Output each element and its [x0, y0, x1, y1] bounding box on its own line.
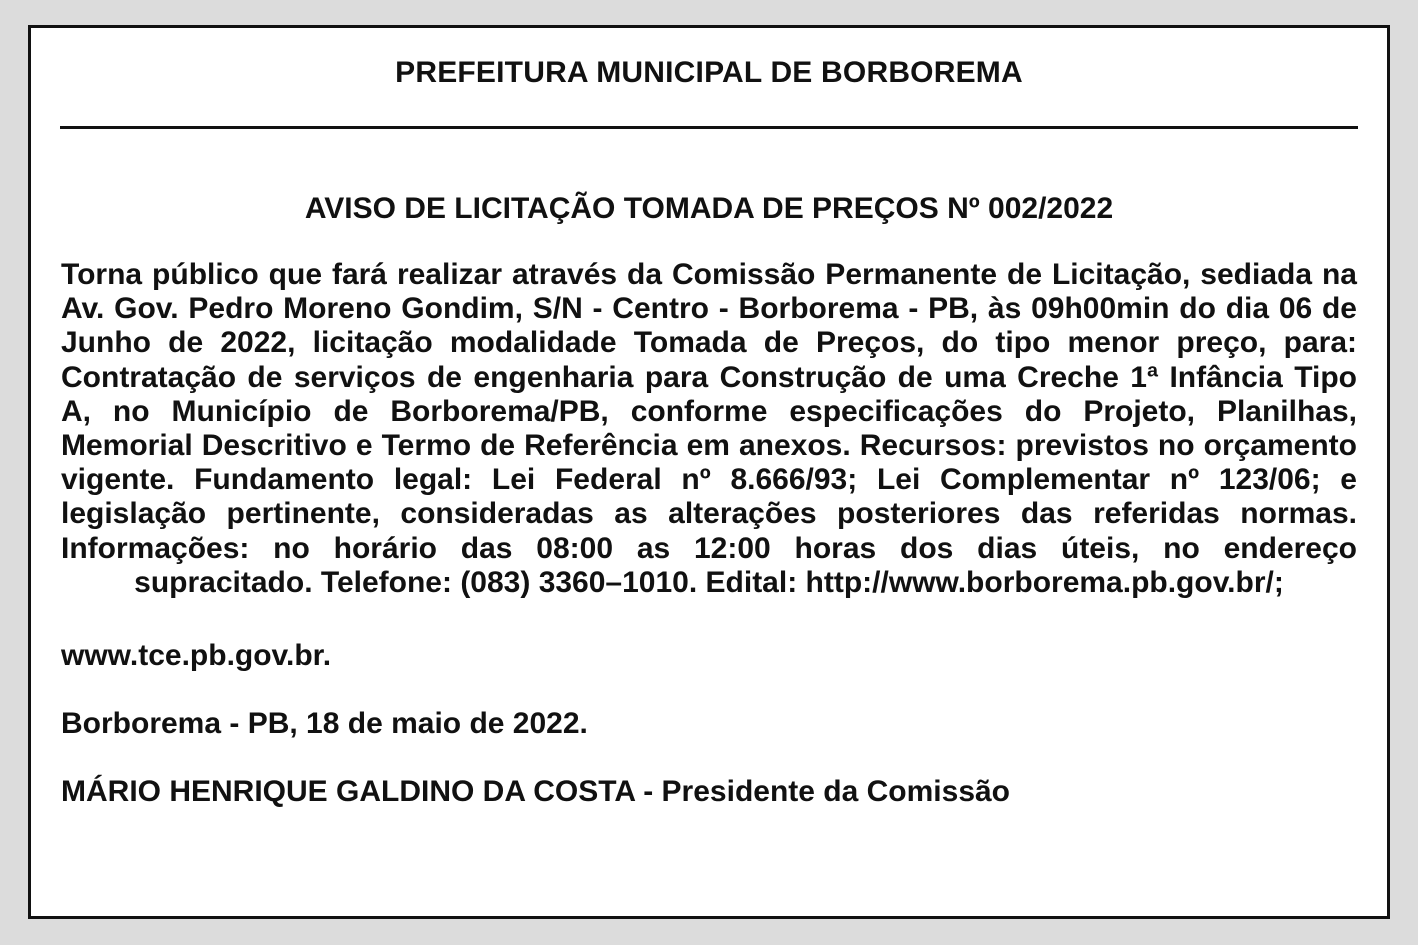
notice-body: Torna público que fará realizar através da Comissão Permanente de Licitação, sediada na Av. Gov. Pedro Moreno Gondim, S/N - Centro - Borborema - PB, às 09h00min do dia 06 de Junho de 2022, licitação modalidade Tomada de Preços, do tipo menor preço, para: Contratação de serviços de engenharia para Construção de uma Creche 1ª Infância Tipo A, no Município de Borborema/PB, conforme especificações do Projeto, Planilhas, Memorial Descritivo e Termo de Referência em anexos. Recursos: previstos no orçamento vigente. Fundamento legal: Lei Federal nº 8.666/93; Lei Complementar nº 123/06; e legislação pertinente, consideradas as alterações posteriores das referidas normas. Informações: no horário das 08:00 as 12:00 horas dos dias úteis, no endereço supracitado. Telefone: (083) 3360–1010. Edital: http://www.borborema.pb.gov.br/; — [61, 258, 1357, 599]
signatory-name: MÁRIO HENRIQUE GALDINO DA COSTA — [61, 775, 635, 808]
signature-line — [61, 774, 1010, 810]
tce-url-text: www.tce.pb.gov.br. — [61, 639, 332, 672]
place-date: Borborema - PB, 18 de maio de 2022. — [61, 707, 588, 740]
header-divider — [60, 126, 1358, 129]
notice-box — [28, 25, 1390, 919]
notice-title: AVISO DE LICITAÇÃO TOMADA DE PREÇOS Nº 002/2022 — [304, 192, 1114, 225]
signatory-role: - Presidente da Comissão — [634, 775, 1011, 808]
header-title: PREFEITURA MUNICIPAL DE BORBOREMA — [395, 56, 1023, 89]
